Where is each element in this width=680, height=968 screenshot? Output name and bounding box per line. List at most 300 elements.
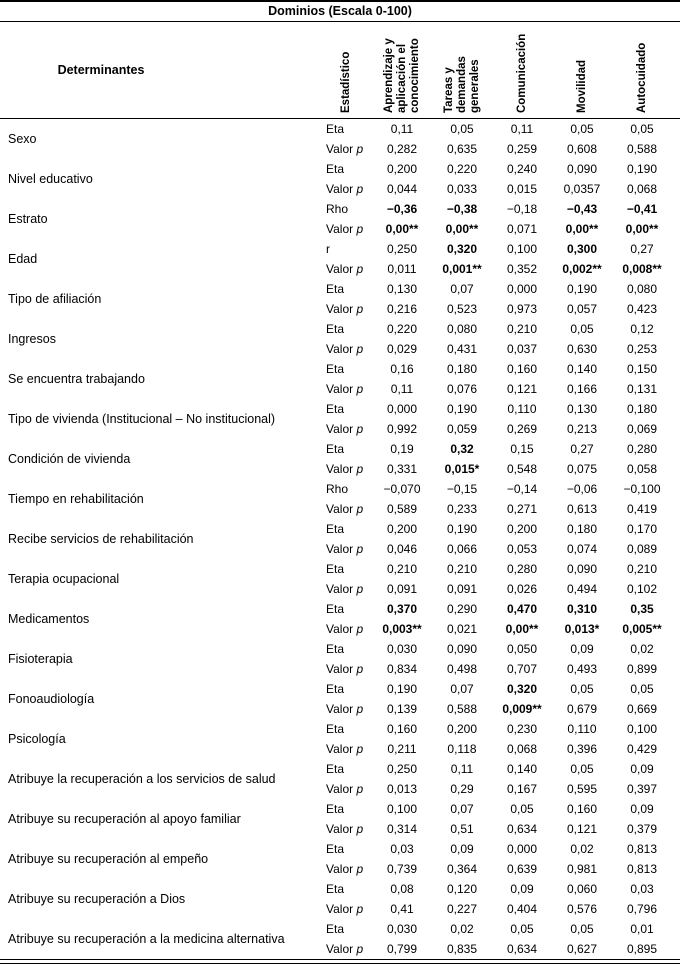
column-header-estadistico <box>320 22 372 118</box>
value-cell: 0,190 <box>566 282 598 296</box>
value-cell: 0,07 <box>450 282 474 296</box>
value-cell: 0,11 <box>390 122 414 136</box>
stat-rows <box>320 719 672 759</box>
stat-row <box>320 279 672 299</box>
value-cell: 0,131 <box>626 382 658 396</box>
value-cell: 0,227 <box>446 902 478 916</box>
value-cell: 0,200 <box>506 522 538 536</box>
value-cell: 0,635 <box>446 142 478 156</box>
value-cell: 0,27 <box>570 442 594 456</box>
value-cell: −0,070 <box>383 482 421 496</box>
value-cell: 0,057 <box>566 302 598 316</box>
value-cell: 0,11 <box>390 382 414 396</box>
table-row <box>0 479 680 519</box>
stat-rows <box>320 799 672 839</box>
value-cell: 0,013 <box>386 782 418 796</box>
value-cell: 0,16 <box>390 362 414 376</box>
stat-rows <box>320 399 672 439</box>
stat-row <box>320 639 672 659</box>
stat-label: Eta <box>326 442 345 456</box>
value-cell: 0,053 <box>506 542 538 556</box>
value-cell: 0,180 <box>566 522 598 536</box>
value-cell: 0,639 <box>506 862 538 876</box>
value-cell: 0,076 <box>446 382 478 396</box>
value-cell: 0,190 <box>626 162 658 176</box>
determinant-name: Atribuye su recuperación al empeño <box>8 852 209 866</box>
value-cell: 0,120 <box>446 882 478 896</box>
stat-row <box>320 239 672 259</box>
table-row <box>0 359 680 399</box>
stat-row <box>320 459 672 479</box>
value-cell: 0,627 <box>566 942 598 956</box>
value-cell: 0,250 <box>386 242 418 256</box>
value-cell: 0,431 <box>446 342 478 356</box>
value-cell: 0,05 <box>570 122 594 136</box>
value-cell: 0,813 <box>626 842 658 856</box>
stat-label: Valor p <box>326 302 364 316</box>
value-cell: 0,419 <box>626 502 658 516</box>
table-row <box>0 399 680 439</box>
value-cell: 0,068 <box>626 182 658 196</box>
stat-row <box>320 719 672 739</box>
value-cell: 0,280 <box>626 442 658 456</box>
value-cell: 0,240 <box>506 162 538 176</box>
stat-row <box>320 379 672 399</box>
stat-row <box>320 179 672 199</box>
value-cell: 0,213 <box>566 422 598 436</box>
determinant-name: Condición de vivienda <box>8 452 131 466</box>
value-cell: 0,11 <box>510 122 534 136</box>
stat-row <box>320 119 672 139</box>
value-cell: 0,07 <box>450 802 474 816</box>
domain-column-header-label: Comunicación <box>515 33 528 113</box>
determinant-name: Tipo de vivienda (Institucional – No institucional) <box>8 412 276 426</box>
stat-row <box>320 139 672 159</box>
stat-label: Eta <box>326 682 345 696</box>
stat-rows <box>320 199 672 239</box>
stat-label: Eta <box>326 922 345 936</box>
determinant-name: Recibe servicios de rehabilitación <box>8 532 194 546</box>
value-cell: 0,548 <box>506 462 538 476</box>
value-cell: 0,139 <box>386 702 418 716</box>
value-cell: 0,634 <box>506 942 538 956</box>
value-cell: 0,12 <box>630 322 654 336</box>
stat-rows <box>320 879 672 919</box>
value-cell: 0,058 <box>626 462 658 476</box>
determinant-name: Nivel educativo <box>8 172 93 186</box>
value-cell: 0,813 <box>626 862 658 876</box>
value-cell: 0,27 <box>630 242 654 256</box>
value-cell: 0,015* <box>444 462 480 476</box>
value-cell: 0,05 <box>630 122 654 136</box>
value-cell: −0,14 <box>506 482 538 496</box>
stat-label: Valor p <box>326 622 364 636</box>
value-cell: 0,01 <box>630 922 654 936</box>
determinant-name: Atribuye su recuperación al apoyo familiar <box>8 812 241 826</box>
domain-column-header <box>612 22 672 118</box>
value-cell: 0,100 <box>386 802 418 816</box>
value-cell: 0,160 <box>506 362 538 376</box>
value-cell: 0,050 <box>506 642 538 656</box>
value-cell: 0,102 <box>626 582 658 596</box>
value-cell: 0,613 <box>566 502 598 516</box>
value-cell: 0,170 <box>626 522 658 536</box>
value-cell: 0,066 <box>446 542 478 556</box>
value-cell: 0,068 <box>506 742 538 756</box>
value-cell: 0,080 <box>626 282 658 296</box>
stat-label: Valor p <box>326 542 364 556</box>
table-row <box>0 879 680 919</box>
stat-label: Valor p <box>326 582 364 596</box>
value-cell: 0,008** <box>622 262 662 276</box>
value-cell: 0,493 <box>566 662 598 676</box>
value-cell: 0,11 <box>450 762 474 776</box>
stat-label: Valor p <box>326 702 364 716</box>
stat-label: Eta <box>326 122 345 136</box>
value-cell: 0,091 <box>386 582 418 596</box>
stat-row <box>320 539 672 559</box>
stat-row <box>320 219 672 239</box>
domain-column-header <box>432 22 492 118</box>
stat-rows <box>320 439 672 479</box>
domain-column-header-label: Movilidad <box>575 59 588 113</box>
determinant-name: Sexo <box>8 132 37 146</box>
table-row <box>0 759 680 799</box>
stat-row <box>320 499 672 519</box>
value-cell: 0,220 <box>386 322 418 336</box>
stat-row <box>320 359 672 379</box>
value-cell: 0,00** <box>565 222 599 236</box>
value-cell: 0,588 <box>446 702 478 716</box>
value-cell: 0,026 <box>506 582 538 596</box>
value-cell: 0,09 <box>630 762 654 776</box>
domain-column-header <box>372 22 432 118</box>
value-cell: 0,090 <box>566 162 598 176</box>
stat-label: r <box>326 242 330 256</box>
value-cell: 0,180 <box>446 362 478 376</box>
table-row <box>0 559 680 599</box>
stat-label: Eta <box>326 362 345 376</box>
value-cell: 0,669 <box>626 702 658 716</box>
value-cell: 0,200 <box>386 162 418 176</box>
value-cell: 0,021 <box>446 622 478 636</box>
value-cell: 0,981 <box>566 862 598 876</box>
stat-label: Rho <box>326 482 349 496</box>
value-cell: 0,05 <box>570 682 594 696</box>
value-cell: 0,05 <box>570 922 594 936</box>
stat-label: Valor p <box>326 742 364 756</box>
value-cell: 0,00** <box>445 222 479 236</box>
stat-label: Eta <box>326 762 345 776</box>
stat-row <box>320 779 672 799</box>
value-cell: 0,314 <box>386 822 418 836</box>
stat-label: Valor p <box>326 822 364 836</box>
value-cell: 0,250 <box>386 762 418 776</box>
stat-label: Valor p <box>326 942 364 956</box>
value-cell: 0,404 <box>506 902 538 916</box>
value-cell: 0,08 <box>390 882 414 896</box>
stat-row <box>320 819 672 839</box>
value-cell: 0,589 <box>386 502 418 516</box>
stat-label: Valor p <box>326 502 364 516</box>
value-cell: 0,200 <box>446 722 478 736</box>
value-cell: 0,000 <box>386 402 418 416</box>
table-row <box>0 639 680 679</box>
value-cell: 0,05 <box>570 322 594 336</box>
stat-label: Valor p <box>326 382 364 396</box>
stat-label: Valor p <box>326 182 364 196</box>
stat-row <box>320 939 672 959</box>
table-row <box>0 319 680 359</box>
stat-row <box>320 259 672 279</box>
value-cell: −0,100 <box>623 482 661 496</box>
value-cell: 0,00** <box>385 222 419 236</box>
stat-rows <box>320 839 672 879</box>
value-cell: 0,271 <box>506 502 538 516</box>
value-cell: 0,630 <box>566 342 598 356</box>
value-cell: 0,02 <box>630 642 654 656</box>
stat-row <box>320 519 672 539</box>
value-cell: −0,18 <box>506 202 538 216</box>
value-cell: 0,002** <box>562 262 602 276</box>
value-cell: 0,130 <box>566 402 598 416</box>
stat-label: Eta <box>326 562 345 576</box>
value-cell: 0,046 <box>386 542 418 556</box>
stat-rows <box>320 479 672 519</box>
stat-row <box>320 399 672 419</box>
stat-row <box>320 599 672 619</box>
stat-row <box>320 199 672 219</box>
stat-row <box>320 659 672 679</box>
value-cell: 0,071 <box>506 222 538 236</box>
value-cell: 0,259 <box>506 142 538 156</box>
value-cell: 0,379 <box>626 822 658 836</box>
value-cell: 0,037 <box>506 342 538 356</box>
value-cell: 0,0357 <box>563 182 601 196</box>
value-cell: 0,498 <box>446 662 478 676</box>
value-cell: 0,089 <box>626 542 658 556</box>
stat-label: Eta <box>326 642 345 656</box>
determinant-name: Fonoaudiología <box>8 692 95 706</box>
stat-row <box>320 859 672 879</box>
domain-column-header <box>492 22 552 118</box>
table-row <box>0 279 680 319</box>
value-cell: 0,523 <box>446 302 478 316</box>
value-cell: 0,32 <box>450 442 474 456</box>
value-cell: 0,190 <box>386 682 418 696</box>
stat-rows <box>320 679 672 719</box>
value-cell: 0,190 <box>446 522 478 536</box>
value-cell: 0,19 <box>390 442 414 456</box>
value-cell: 0,899 <box>626 662 658 676</box>
stat-rows <box>320 639 672 679</box>
value-cell: 0,09 <box>570 642 594 656</box>
value-cell: 0,003** <box>382 622 422 636</box>
value-cell: 0,090 <box>566 562 598 576</box>
determinant-name: Estrato <box>8 212 48 226</box>
column-header-estadistico-label: Estadístico <box>339 51 352 113</box>
stat-label: Valor p <box>326 262 364 276</box>
stat-label: Valor p <box>326 862 364 876</box>
value-cell: 0,03 <box>390 842 414 856</box>
value-cell: 0,140 <box>566 362 598 376</box>
determinant-name: Atribuye su recuperación a la medicina alternativa <box>8 932 285 946</box>
stat-label: Valor p <box>326 342 364 356</box>
table-row <box>0 519 680 559</box>
value-cell: 0,15 <box>510 442 534 456</box>
stat-row <box>320 339 672 359</box>
value-cell: 0,253 <box>626 342 658 356</box>
determinant-name: Atribuye su recuperación a Dios <box>8 892 186 906</box>
value-cell: 0,100 <box>626 722 658 736</box>
value-cell: 0,230 <box>506 722 538 736</box>
value-cell: 0,576 <box>566 902 598 916</box>
value-cell: 0,211 <box>387 742 417 756</box>
stat-label: Eta <box>326 602 345 616</box>
determinant-name: Medicamentos <box>8 612 90 626</box>
stat-rows <box>320 119 672 159</box>
stat-row <box>320 679 672 699</box>
stat-label: Valor p <box>326 662 364 676</box>
value-cell: 0,044 <box>386 182 418 196</box>
stat-rows <box>320 759 672 799</box>
stat-row <box>320 419 672 439</box>
table-row <box>0 159 680 199</box>
value-cell: 0,331 <box>386 462 418 476</box>
column-header-determinantes: Determinantes <box>57 63 145 77</box>
value-cell: 0,494 <box>566 582 598 596</box>
value-cell: 0,973 <box>506 302 538 316</box>
stat-label: Valor p <box>326 782 364 796</box>
domain-column-header <box>552 22 612 118</box>
table-row <box>0 799 680 839</box>
stat-label: Valor p <box>326 222 364 236</box>
value-cell: 0,992 <box>386 422 418 436</box>
value-cell: −0,43 <box>566 202 598 216</box>
table-row <box>0 679 680 719</box>
stat-label: Valor p <box>326 902 364 916</box>
value-cell: 0,429 <box>626 742 658 756</box>
value-cell: 0,423 <box>626 302 658 316</box>
value-cell: 0,739 <box>386 862 418 876</box>
value-cell: 0,41 <box>390 902 414 916</box>
stat-row <box>320 559 672 579</box>
value-cell: 0,05 <box>510 802 534 816</box>
value-cell: 0,895 <box>626 942 658 956</box>
stat-label: Eta <box>326 322 345 336</box>
table-row <box>0 439 680 479</box>
value-cell: 0,09 <box>630 802 654 816</box>
stat-label: Eta <box>326 882 345 896</box>
value-cell: 0,210 <box>386 562 418 576</box>
stat-row <box>320 759 672 779</box>
value-cell: 0,140 <box>506 762 538 776</box>
stat-rows <box>320 519 672 559</box>
value-cell: 0,000 <box>506 842 538 856</box>
table-header <box>0 22 680 119</box>
value-cell: 0,09 <box>450 842 474 856</box>
domain-column-header-label: Aprendizaje y aplicación el conocimiento <box>382 38 421 113</box>
stat-row <box>320 839 672 859</box>
stat-row <box>320 879 672 899</box>
stat-label: Eta <box>326 402 345 416</box>
value-cell: −0,15 <box>446 482 478 496</box>
value-cell: 0,080 <box>446 322 478 336</box>
value-cell: 0,166 <box>566 382 598 396</box>
value-cell: 0,075 <box>566 462 598 476</box>
value-cell: 0,011 <box>387 262 417 276</box>
determinant-name: Tiempo en rehabilitación <box>8 492 144 506</box>
value-cell: 0,015 <box>506 182 538 196</box>
value-cell: 0,370 <box>386 602 418 616</box>
value-cell: 0,130 <box>386 282 418 296</box>
table-row <box>0 599 680 639</box>
value-cell: 0,160 <box>566 802 598 816</box>
table-row <box>0 239 680 279</box>
value-cell: 0,352 <box>506 262 538 276</box>
stat-rows <box>320 319 672 359</box>
value-cell: 0,069 <box>626 422 658 436</box>
value-cell: 0,005** <box>622 622 662 636</box>
value-cell: 0,180 <box>626 402 658 416</box>
value-cell: 0,00** <box>625 222 659 236</box>
value-cell: −0,38 <box>446 202 478 216</box>
value-cell: −0,41 <box>626 202 658 216</box>
value-cell: 0,608 <box>566 142 598 156</box>
stat-row <box>320 319 672 339</box>
stat-label: Valor p <box>326 142 364 156</box>
value-cell: 0,707 <box>506 662 538 676</box>
value-cell: 0,110 <box>507 402 537 416</box>
value-cell: 0,269 <box>506 422 538 436</box>
value-cell: 0,09 <box>510 882 534 896</box>
value-cell: 0,03 <box>630 882 654 896</box>
value-cell: 0,210 <box>506 322 538 336</box>
value-cell: 0,216 <box>386 302 418 316</box>
value-cell: 0,29 <box>450 782 474 796</box>
value-cell: −0,06 <box>566 482 598 496</box>
domain-column-header-label: Autocuidado <box>635 42 648 113</box>
stat-label: Eta <box>326 842 345 856</box>
value-cell: 0,679 <box>566 702 598 716</box>
stat-row <box>320 439 672 459</box>
value-cell: 0,200 <box>386 522 418 536</box>
value-cell: 0,320 <box>446 242 478 256</box>
table-bottom-border <box>0 959 680 964</box>
value-cell: 0,029 <box>386 342 418 356</box>
value-cell: 0,167 <box>506 782 538 796</box>
stat-rows <box>320 239 672 279</box>
value-cell: 0,02 <box>570 842 594 856</box>
determinant-name: Fisioterapia <box>8 652 73 666</box>
value-cell: 0,310 <box>566 602 598 616</box>
value-cell: 0,00** <box>505 622 539 636</box>
value-cell: 0,060 <box>566 882 598 896</box>
value-cell: 0,51 <box>450 822 474 836</box>
stat-label: Valor p <box>326 462 364 476</box>
stat-row <box>320 699 672 719</box>
stat-row <box>320 299 672 319</box>
stat-rows <box>320 559 672 599</box>
determinant-name: Edad <box>8 252 38 266</box>
stat-label: Eta <box>326 162 345 176</box>
determinant-name: Atribuye la recuperación a los servicios de salud <box>8 772 276 786</box>
value-cell: 0,030 <box>386 642 418 656</box>
stat-label: Eta <box>326 802 345 816</box>
determinant-name: Ingresos <box>8 332 56 346</box>
value-cell: 0,799 <box>386 942 418 956</box>
value-cell: 0,001** <box>442 262 482 276</box>
